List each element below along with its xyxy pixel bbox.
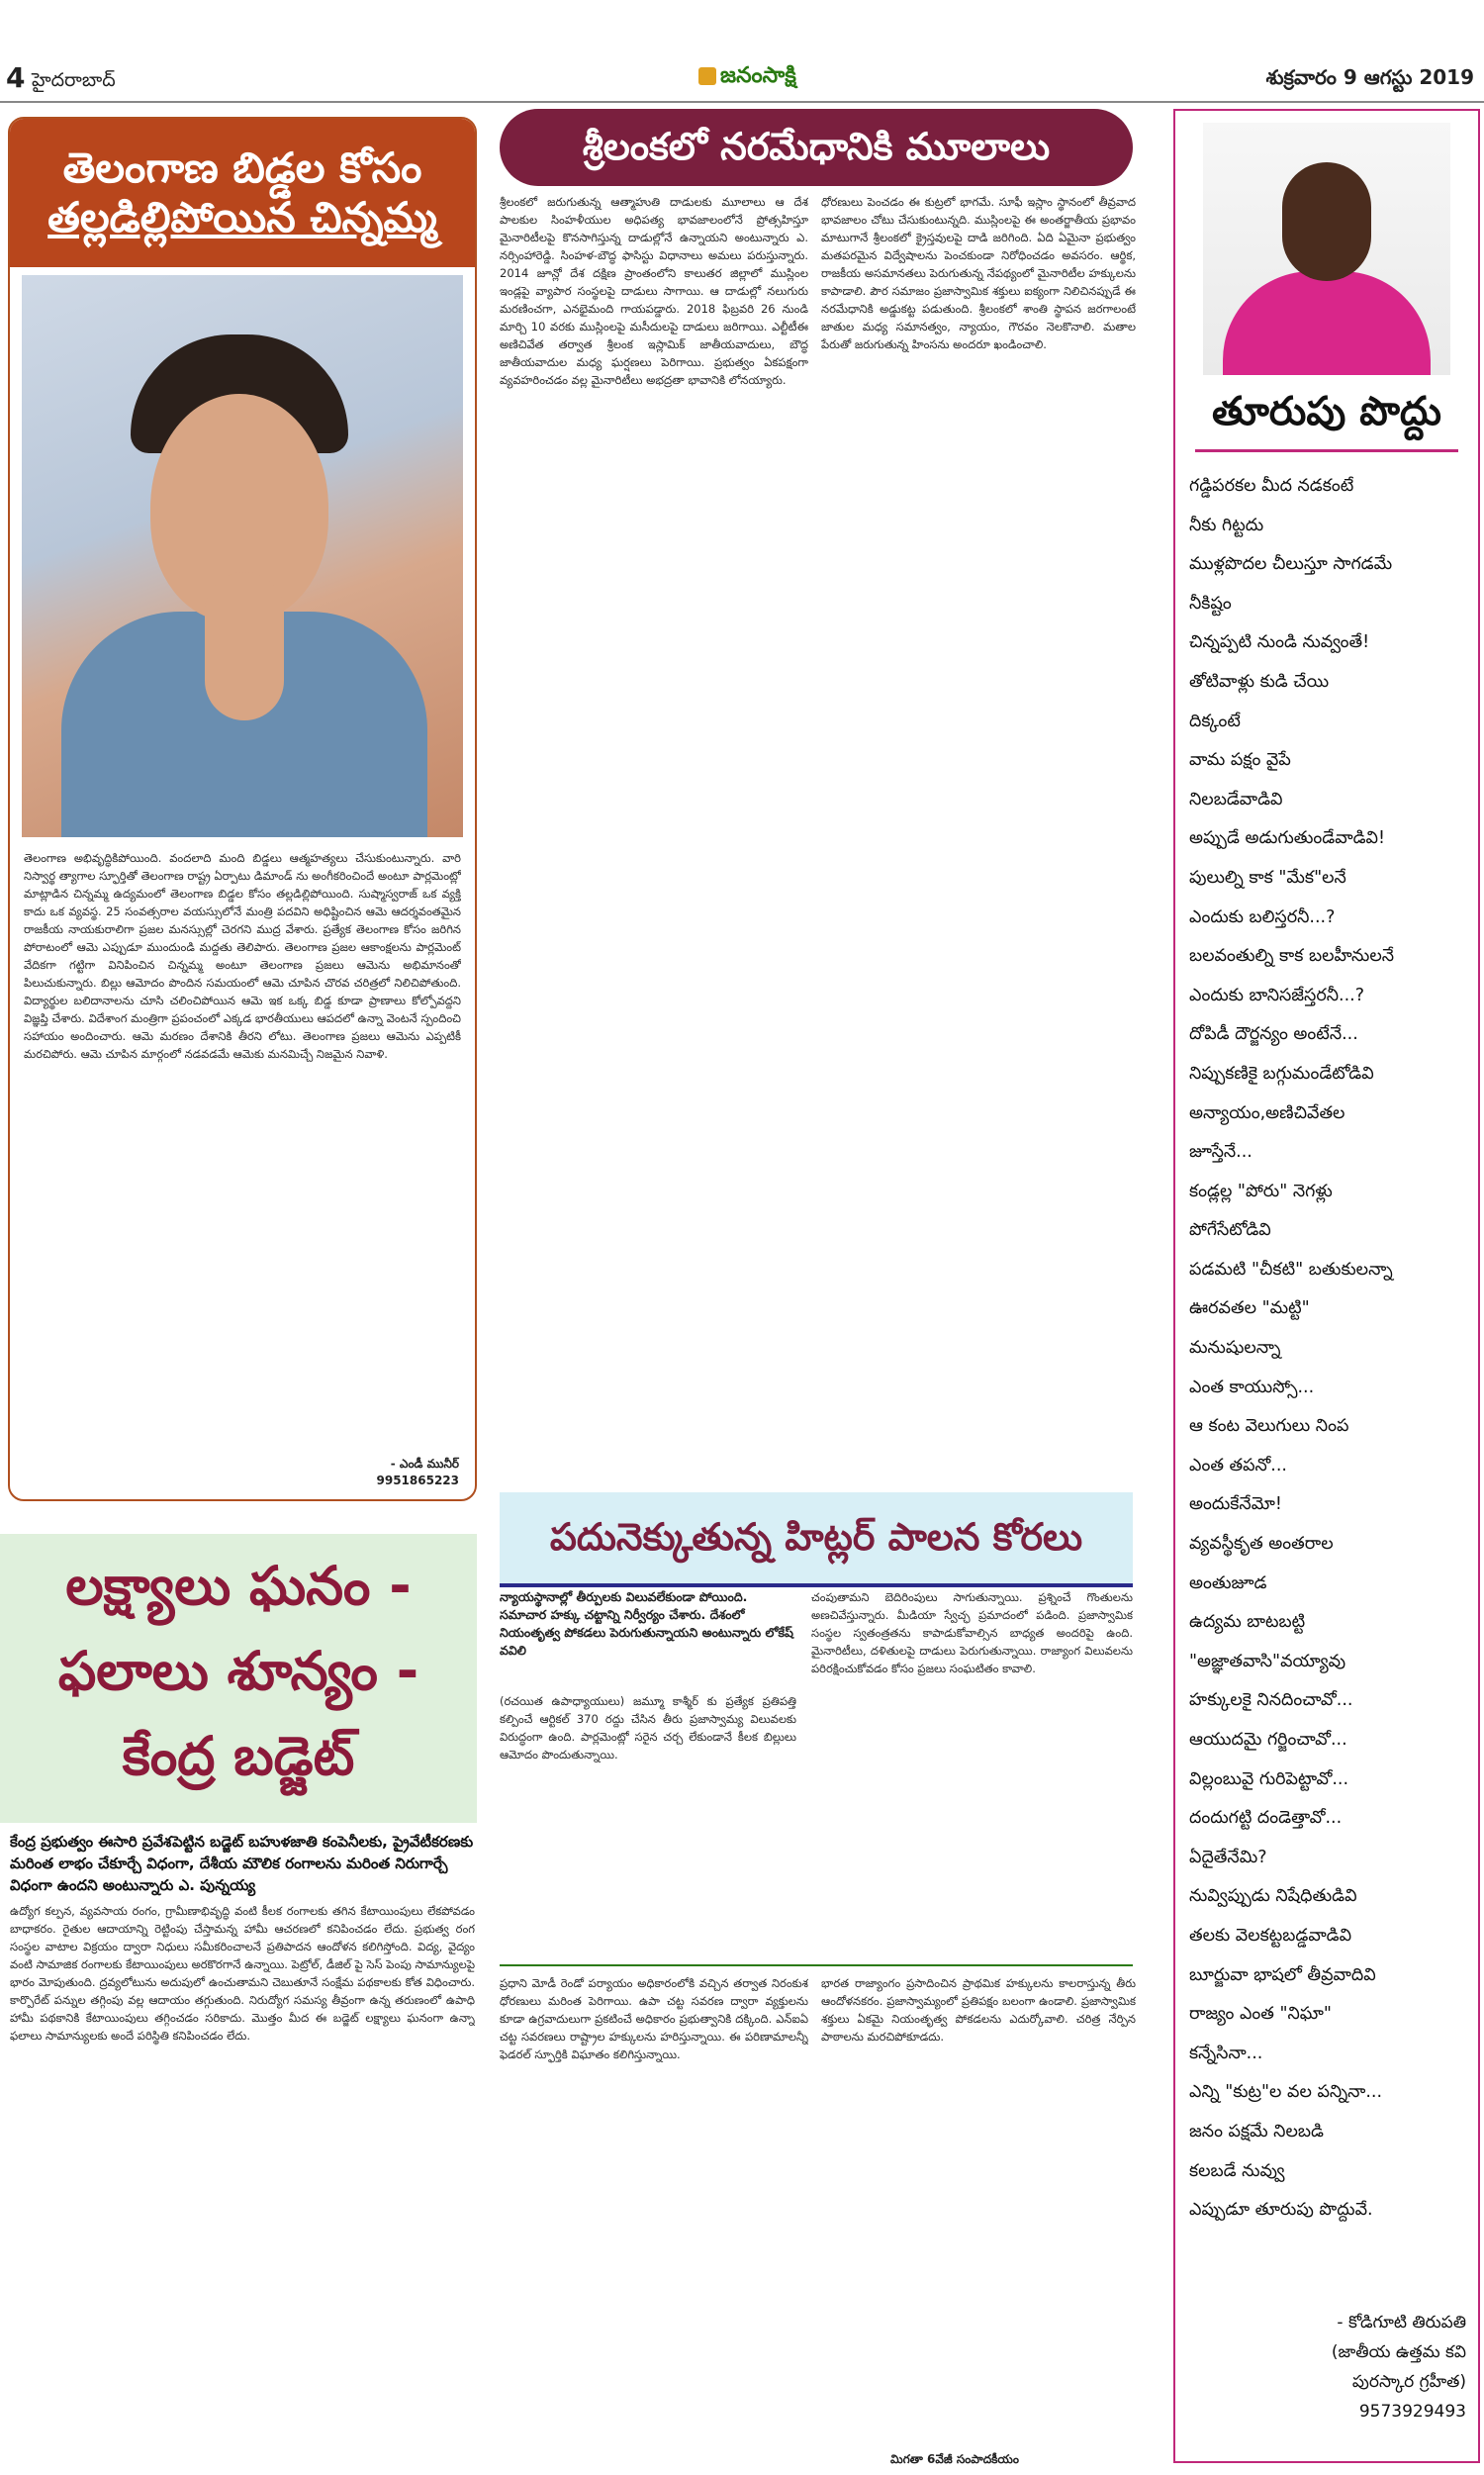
poem-line: మనుషులన్నా — [1189, 1338, 1281, 1359]
continuation-note: మిగతా 6వేజీ సంపాదకీయం — [890, 2452, 1019, 2466]
poem-line: పోగేసేటోడివి — [1189, 1220, 1271, 1241]
article-hitler-title: పదునెక్కుతున్న హిట్లర్ పాలన కోరలు — [500, 1492, 1133, 1587]
poem-line: తోటివాళ్లు కుడి చేయి — [1189, 671, 1330, 692]
edition-city: హైదరాబాద్ — [32, 69, 116, 91]
newspaper-logo: జనంసాక్షి — [698, 63, 796, 93]
header-divider — [0, 101, 1484, 103]
poem-line: ఎంత కాయుస్సో... — [1189, 1377, 1315, 1397]
poem-line: నీకు గిట్టదు — [1189, 515, 1264, 535]
budget-body: ఉద్యోగ కల్పన, వ్యవసాయ రంగం, గ్రామీణాభివృద్ధి వంటి కీలక రంగాలకు తగిన కేటాయింపులు లేకపోవడం బాధాకరం. రైతుల ఆదాయాన్ని రెట్టింపు చేస్తామన్న హామీ ఆచరణలో కనిపించడం లేదు. ప్రభుత్వ రంగ సంస్థల వాటాల విక్రయం ద్వారా నిధులు సమీకరించాలనే ప్రతిపాదన ఆందోళన కలిగిస్తోంది. విద్య, వైద్యం వంటి సామాజిక రంగాలకు కేటాయింపులు అరకొరగానే ఉన్నాయి. పెట్రోల్, డీజిల్ పై సెస్ పెంపు సామాన్యులపై భారం మోపుతుంది. ద్రవ్యలోటును అదుపులో ఉంచుతామని చెబుతూనే సంక్షేమ పథకాలకు కోత విధించారు. కార్పొరేట్ పన్నుల తగ్గింపు వల్ల ఆదాయం తగ్గుతుంది. నిరుద్యోగ సమస్య తీవ్రంగా ఉన్న తరుణంలో ఉపాధి హామీ పథకానికి కేటాయింపులు తగ్గించడం సరికాదు. మొత్తం మీద ఈ బడ్జెట్ లక్ష్యాలు ఘనంగా ఉన్నా ఫలాలు సామాన్యులకు అందే పరిస్థితి కనిపించడం లేదు. — [10, 1904, 475, 2043]
poem-line: కలబడే నువ్వు — [1189, 2160, 1285, 2181]
issue-date: శుక్రవారం 9 ఆగస్టు 2019 — [1265, 65, 1474, 89]
poem-line: అంతుజూడ — [1189, 1572, 1267, 1593]
hitler-body-col3: ప్రధాని మోడీ రెండో పర్యాయం అధికారంలోకి వచ్చిన తర్వాత నిరంకుశ ధోరణులు మరింత పెరిగాయి. ఉపా చట్ట సవరణ ద్వారా వ్యక్తులను కూడా ఉగ్రవాదులుగా ప్రకటించే అధికారం ప్రభుత్వానికి దక్కింది. ఎన్ఐఏ చట్ట సవరణలు రాష్ట్రాల హక్కులను హరిస్తున్నాయి. ఈ పరిణామాలన్నీ ఫెడరల్ స్ఫూర్తికి విఘాతం కలిగిస్తున్నాయి. — [500, 1976, 808, 2061]
poem-line: బలవంతుల్ని కాక బలహీనులనే — [1189, 946, 1395, 967]
poem-line: హక్కులకై నినదించావో... — [1189, 1690, 1353, 1711]
poem-line: "అజ్ఞాతవాసి"వయ్యావు — [1189, 1651, 1346, 1671]
poem-line: ఆయుదమై గర్జించావో... — [1189, 1730, 1347, 1750]
author-signature: - ఎండీ మునీర్ 9951865223 — [376, 1457, 459, 1487]
poem-line: ఊరవతల "మట్టి" — [1189, 1298, 1310, 1319]
poem-line: తలకు వెలకట్టబడ్డవాడివి — [1189, 1925, 1352, 1946]
poem-line: దిక్కంటే — [1189, 711, 1241, 731]
page-header — [0, 0, 1484, 99]
article-srilanka-col2: ధోరణులు పెంచడం ఈ కుట్రలో భాగమే. సూఫీ ఇస్లాం స్థానంలో తీవ్రవాద భావజాలం చోటు చేసుకుంటున్నది. ముస్లింలపై ఈ అంతర్జాతీయ ప్రభావం మాటుగానే శ్రీలంకలో క్రైస్తవులపై దాడి జరిగింది. ఏది ఏమైనా ప్రభుత్వం మతపరమైన విద్వేషాలను పెంచకుండా నిరోధించడం అవసరం. ఆర్థిక, రాజకీయ అసమానతలు పెరుగుతున్న నేపథ్యంలో మైనారిటీల హక్కులను కాపాడాలి. పౌర సమాజం ప్రజాస్వామిక శక్తులు ఐక్యంగా నిలిచినప్పుడే ఈ నరమేధానికి అడ్డుకట్ట పడుతుంది. శ్రీలంకలో శాంతి స్థాపన జరగాలంటే జాతుల మధ్య సమానత్వం, న్యాయం, గౌరవం నెలకొనాలి. మతాల పేరుతో జరుగుతున్న హింసను అందరూ ఖండించాలి. — [821, 195, 1136, 351]
article-title: లక్ష్యాలు ఘనం - ఫలాలు శూన్యం - కేంద్ర బడ్జెట్ — [57, 1555, 419, 1787]
poem-line: ముళ్లపొదల చీలుస్తూ సాగడమే — [1189, 554, 1393, 575]
poem-line: విల్లంబువై గురిపెట్టావో... — [1189, 1768, 1349, 1789]
budget-title-box — [0, 1534, 477, 1823]
poem-line: ఏదైతేనేమి? — [1189, 1847, 1267, 1867]
article-title: తెలంగాణ బిడ్డల కోసం తల్లడిల్లిపోయిన చిన్నమ్మ — [10, 119, 475, 267]
poem-line: దోపిడీ దౌర్జన్యం అంటేనే... — [1189, 1024, 1358, 1045]
article-srilanka-title: శ్రీలంకలో నరమేధానికి మూలాలు — [500, 109, 1133, 186]
article-sushma-tribute — [8, 117, 477, 1501]
poem-line: కన్నేసినా... — [1189, 2043, 1263, 2063]
hitler-body-col4: భారత రాజ్యాంగం ప్రసాదించిన ప్రాథమిక హక్కులను కాలరాస్తున్న తీరు ఆందోళనకరం. ప్రజాస్వామ్యంలో ప్రతిపక్షం బలంగా ఉండాలి. ప్రజాస్వామిక శక్తులు ఏకమై నియంతృత్వ పోకడలను ఎదుర్కోవాలి. చరిత్ర నేర్పిన పాఠాలను మరచిపోకూడదు. — [821, 1976, 1136, 2044]
poem-line: నిప్పుకణికై బగ్గుమండేటోడివి — [1189, 1063, 1374, 1084]
article-srilanka-col1: శ్రీలంకలో జరుగుతున్న ఆత్మాహుతి దాడులకు మూలాలు ఆ దేశ పాలకుల సింహళీయుల అధిపత్య భావజాలంలోనే ప్రోత్సహిస్తూ మైనారిటీలపై కొనసాగిస్తున్న దాడుల్లోనే ఉన్నాయని అంటున్నారు ఎ. నర్సింహారెడ్డి. సింహళ-బౌద్ధ ఫాసిస్టు విధానాలు అమలు పరుస్తున్నారు. 2014 జూన్లో దేశ దక్షిణ ప్రాంతంలోని కాలుతర జిల్లాలో ముస్లింల ఇండ్లపై వ్యాపార సంస్థలపై దాడులు సాగాయి. ఆ దాడుల్లో నలుగురు మరణించగా, ఎనభైమంది గాయపడ్డారు. 2018 ఫిబ్రవరి 26 నుండి మార్చి 10 వరకు ముస్లింలపై మసీదులపై దాడులు జరిగాయి. ఎల్టీటీఈ అణిచివేత తర్వాత శ్రీలంక ఇస్లామిక్ జాతీయవాదులు, బౌద్ధ జాతీయవాదుల మధ్య ఘర్షణలు పెరిగాయి. ప్రభుత్వం ఏకపక్షంగా వ్యవహరించడం వల్ల మైనారిటీలు అభద్రతా భావానికి లోనయ్యారు. — [500, 195, 808, 387]
poem-line: పడమటి "చీకటి" బతుకులన్నా — [1189, 1259, 1393, 1280]
poem-line: ఎందుకు బానిసజేస్తరనీ...? — [1189, 985, 1364, 1005]
poem-line: ఉద్యమ బాటబట్టి — [1189, 1612, 1306, 1633]
poem-line: ఆ కంట వెలుగులు నింప — [1189, 1416, 1349, 1437]
poem-title: తూరుపు పొద్దు — [1211, 389, 1442, 434]
poem-line: నిలబడేవాడివి — [1189, 789, 1283, 809]
poem-line: రాజ్యం ఎంత "నిఘా" — [1189, 2004, 1332, 2025]
poem-line: ఎప్పుడూ తూరుపు పొద్దువే. — [1189, 2200, 1373, 2221]
poem-line: ఎందుకు బలిస్తరనీ...? — [1189, 906, 1336, 927]
poem-line: దందుగట్టి దండెత్తావో... — [1189, 1808, 1343, 1829]
page-number: 4 — [6, 61, 26, 94]
hitler-body-col2: చంపుతామని బెదిరింపులు సాగుతున్నాయి. ప్రశ్నించే గొంతులను అణచివేస్తున్నారు. మీడియా స్వేచ్ఛ ప్రమాదంలో పడింది. ప్రజాస్వామిక సంస్థల స్వతంత్రతను కాపాడుకోవాల్సిన బాధ్యత అందరిపై ఉంది. మైనారిటీలు, దళితులపై దాడులు పెరుగుతున్నాయి. రాజ్యాంగ విలువలను పరిరక్షించుకోవడం కోసం ప్రజలు సంఘటితం కావాలి. — [811, 1590, 1133, 1675]
poem-line: అప్పుడే అడుగుతుండేవాడివి! — [1189, 828, 1385, 849]
poem-line: కండ్లల్ల "పోరు" నెగళ్లు — [1189, 1181, 1333, 1201]
poem-box — [1173, 109, 1480, 2463]
hitler-lead: న్యాయస్థానాల్లో తీర్పులకు విలువలేకుండా పోయింది. సమాచార హక్కు చట్టాన్ని నిర్వీర్యం చేశారు. దేశంలో నియంతృత్వ పోకడలు పెరుగుతున్నాయని అంటున్నారు లోకేష్ వవిలి — [500, 1589, 793, 1658]
poem-line: వామ పక్షం వైపే — [1189, 750, 1291, 771]
poet-photo — [1203, 123, 1450, 375]
poem-line: వ్యవస్థీకృత అంతరాల — [1189, 1534, 1334, 1555]
poem-line: అందుకేనేమో! — [1189, 1494, 1282, 1515]
logo-icon — [698, 67, 716, 85]
poem-line: నీకిష్టం — [1189, 593, 1232, 614]
portrait-photo — [22, 275, 463, 837]
poem-line: బూర్జువా భాషలో తీవ్రవాదివి — [1189, 1964, 1376, 1985]
poet-signature: - కోడిగూటి తిరుపతి (జాతీయ ఉత్తమ కవి పురస్కార గ్రహీత) 9573929493 — [1331, 2313, 1466, 2422]
poem-line: నువ్విప్పుడు నిషేధితుడివి — [1189, 1886, 1357, 1907]
poem-line: ఎన్ని "కుట్ర"ల వల పన్నినా... — [1189, 2082, 1383, 2103]
poem-line: ఎంత తపనో... — [1189, 1455, 1287, 1475]
poem-line: గడ్డిపరకల మీద నడకంటే — [1189, 476, 1354, 496]
poem-lines — [1189, 467, 1466, 2231]
poem-line: అన్యాయం,అణిచివేతల — [1189, 1102, 1345, 1123]
poem-line: చిన్నప్పటి నుండి నువ్వంతే! — [1189, 632, 1370, 653]
poem-line: జనం పక్షమే నిలబడి — [1189, 2121, 1324, 2142]
budget-lead: కేంద్ర ప్రభుత్వం ఈసారి ప్రవేశపెట్టిన బడ్జెట్ బహుళజాతి కంపెనీలకు, ప్రైవేటీకరణకు మరింత లాభం చేకూర్చే విధంగా, దేశీయ మౌలిక రంగాలను మరింత నిరుగార్చే విధంగా ఉందని అంటున్నారు ఎ. పున్నయ్య — [10, 1833, 474, 1894]
section-divider — [500, 1964, 1133, 1966]
poem-line: పులుల్ని కాక "మేక"లనే — [1189, 867, 1346, 888]
poem-line: జూస్తేనే... — [1189, 1142, 1252, 1163]
article-body: తెలంగాణ అభివృద్ధికిపోయింది. వందలాది మంది బిడ్డలు ఆత్మహత్యలు చేసుకుంటున్నారు. వారి నిస్వార్థ త్యాగాల స్ఫూర్తితో తెలంగాణ రాష్ట్ర ఏర్పాటు డిమాండ్ ను అంగీకరించిందే అంటూ పార్లమెంట్లో మాట్లాడిన చిన్నమ్మ ఉద్యమంలో తెలంగాణ బిడ్డల కోసం తల్లడిల్లిపోయింది. సుష్మాస్వరాజ్ ఒక వ్యక్తి కాదు ఒక వ్యవస్థ. 25 సంవత్సరాల వయస్సులోనే మంత్రి పదవిని అధిష్టించిన ఆమె ఆదర్శవంతమైన రాజకీయ నాయకురాలిగా ప్రజల మనస్సుల్లో చెరగని ముద్ర వేశారు. ప్రత్యేక తెలంగాణ కోసం జరిగిన పోరాటంలో ఆమె ఎప్పుడూ ముందుండి మద్దతు తెలిపారు. తెలంగాణ ప్రజల ఆకాంక్షలను పార్లమెంట్ వేదికగా గట్టిగా వినిపించిన చిన్నమ్మ అంటూ తెలంగాణ ప్రజలు ఆమెను అభిమానంతో పిలుచుకున్నారు. బిల్లు ఆమోదం పొందిన సమయంలో ఆమె చూపిన చొరవ చరిత్రలో నిలిచిపోతుంది. విద్యార్థుల బలిదానాలను చూసి చలించిపోయిన ఆమె ఇక ఒక్క బిడ్డ కూడా ప్రాణాలు కోల్పోవద్దని విజ్ఞప్తి చేశారు. విదేశాంగ మంత్రిగా ప్రపంచంలో ఎక్కడ భారతీయులు ఆపదలో ఉన్నా వెంటనే స్పందించి సహాయం అందించారు. ఆమె మరణం దేశానికి తీరని లోటు. తెలంగాణ ప్రజలు ఆమెను ఎప్పటికీ మరచిపోరు. ఆమె చూపిన మార్గంలో నడవడమే ఆమెకు మనమిచ్చే నిజమైన నివాళి. — [24, 851, 461, 1061]
hitler-body-col1: (రచయిత ఉపాధ్యాయులు) జమ్మూ కాశ్మీర్ కు ప్రత్యేక ప్రతిపత్తి కల్పించే ఆర్టికల్ 370 రద్దు చేసిన తీరు ప్రజాస్వామ్య విలువలకు విరుద్ధంగా ఉంది. పార్లమెంట్లో సరైన చర్చ లేకుండానే కీలక బిల్లులు ఆమోదం పొందుతున్నాయి. — [500, 1694, 796, 1761]
title-underline — [1195, 449, 1458, 452]
